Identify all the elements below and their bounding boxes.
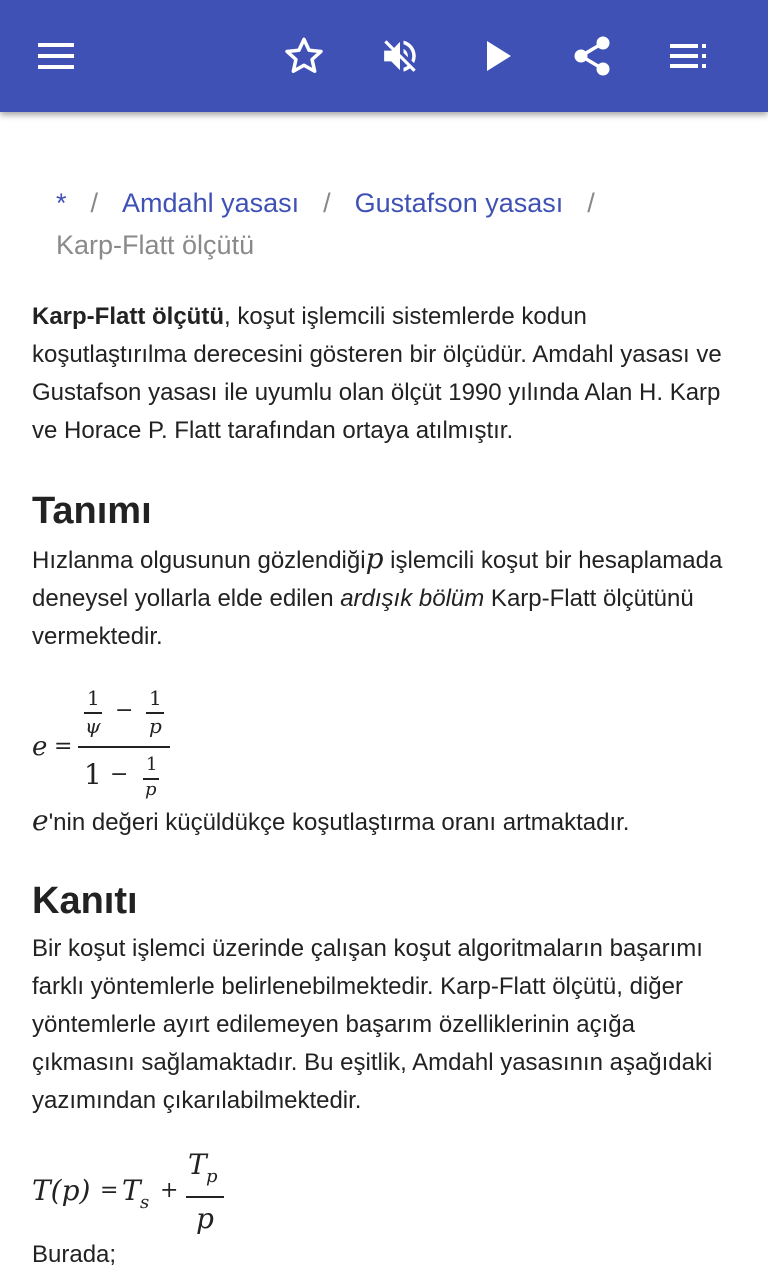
volume-off-icon <box>379 35 421 77</box>
formula2-tp-subscript: p <box>206 1166 218 1187</box>
breadcrumb-separator: / <box>323 188 331 218</box>
section-heading-tanimi: Tanımı <box>32 490 152 532</box>
play-button[interactable] <box>466 24 530 88</box>
definition-text-c: Karp-Flatt ölçütünü vermektedir. <box>32 585 694 650</box>
den-p: p <box>145 779 157 800</box>
breadcrumb-current: Karp-Flatt ölçütü <box>56 230 255 260</box>
play-icon <box>483 39 513 73</box>
app-bar <box>0 0 768 112</box>
num-psi: ψ <box>85 714 101 738</box>
breadcrumb-home-link[interactable]: * <box>56 188 67 218</box>
intro-bold-term: Karp-Flatt ölçütü <box>32 303 224 330</box>
share-icon <box>572 35 612 77</box>
den-one-sub: 1 <box>146 754 158 775</box>
section-heading-kaniti: Kanıtı <box>32 880 138 922</box>
formula2-equals: = <box>100 1178 119 1203</box>
formula-explanation <box>32 802 742 842</box>
share-button[interactable] <box>560 24 624 88</box>
definition-text-b: işlemcili koşut bir hesaplamada deneysel yollarla elde edilen <box>32 547 723 612</box>
star-icon <box>283 35 325 77</box>
den-minus: − <box>110 762 129 787</box>
formula2-plus: + <box>160 1178 179 1203</box>
breadcrumb-separator: / <box>90 188 99 218</box>
variable-p: p <box>365 542 384 575</box>
formula2-ts-subscript: s <box>140 1192 150 1213</box>
num-minus: − <box>115 698 134 723</box>
mute-button[interactable] <box>368 24 432 88</box>
formula2-denominator: p <box>196 1202 214 1235</box>
proof-paragraph: Bir koşut işlemci üzerinde çalışan koşut algoritmaların başarımı farklı yöntemlerle belirlenebilmektedir. Karp-Flatt ölçütü, diğer yöntemlerle ayırt edilemeyen başarım özelliklerinin açığa çıkmasını sağlamaktadır. Bu eşitlik, Amdahl yasasının aşağıdaki yazımından çıkarılabilmektedir. <box>32 935 713 1114</box>
formula-equals: = <box>54 734 73 759</box>
burada-text: Burada; <box>32 1241 117 1268</box>
formula2-lhs: T(p) <box>32 1174 91 1207</box>
playlist-icon <box>668 41 708 71</box>
den-one: 1 <box>84 758 102 791</box>
menu-button[interactable] <box>24 24 88 88</box>
intro-text: , koşut işlemcili sistemlerde kodun koşutlaştırılma derecesini gösteren bir ölçüdür. Amdahl yasası ve Gustafson yasası ile uyumlu olan ölçüt 1990 yılında Alan H. Karp ve Horace P. Flatt tarafından ortaya atılmıştır. <box>32 303 722 444</box>
explanation-text: 'nin değeri küçüldükçe koşutlaştırma oranı artmaktadır. <box>48 809 630 836</box>
definition-text-a: Hızlanma olgusunun gözlendiği <box>32 547 366 574</box>
fraction-line <box>186 1196 224 1198</box>
num-one-b: 1 <box>149 686 162 710</box>
breadcrumb-link-gustafson[interactable]: Gustafson yasası <box>354 188 564 218</box>
definition-italic-term: ardışık bölüm <box>340 585 485 612</box>
main-fraction-line <box>78 746 170 748</box>
menu-icon <box>36 41 76 71</box>
contents-button[interactable] <box>656 24 720 88</box>
variable-e: e <box>32 804 49 837</box>
num-one-a: 1 <box>87 686 100 710</box>
formula-lhs-e: e <box>32 732 48 762</box>
formula2-ts: T <box>122 1174 141 1207</box>
breadcrumb <box>56 182 736 266</box>
definition-paragraph <box>32 540 742 656</box>
breadcrumb-separator: / <box>587 188 595 218</box>
num-p: p <box>149 714 162 738</box>
breadcrumb-link-amdahl[interactable]: Amdahl yasası <box>122 188 300 218</box>
favorite-button[interactable] <box>272 24 336 88</box>
formula2-tp: T <box>188 1148 207 1181</box>
intro-paragraph <box>32 298 742 450</box>
